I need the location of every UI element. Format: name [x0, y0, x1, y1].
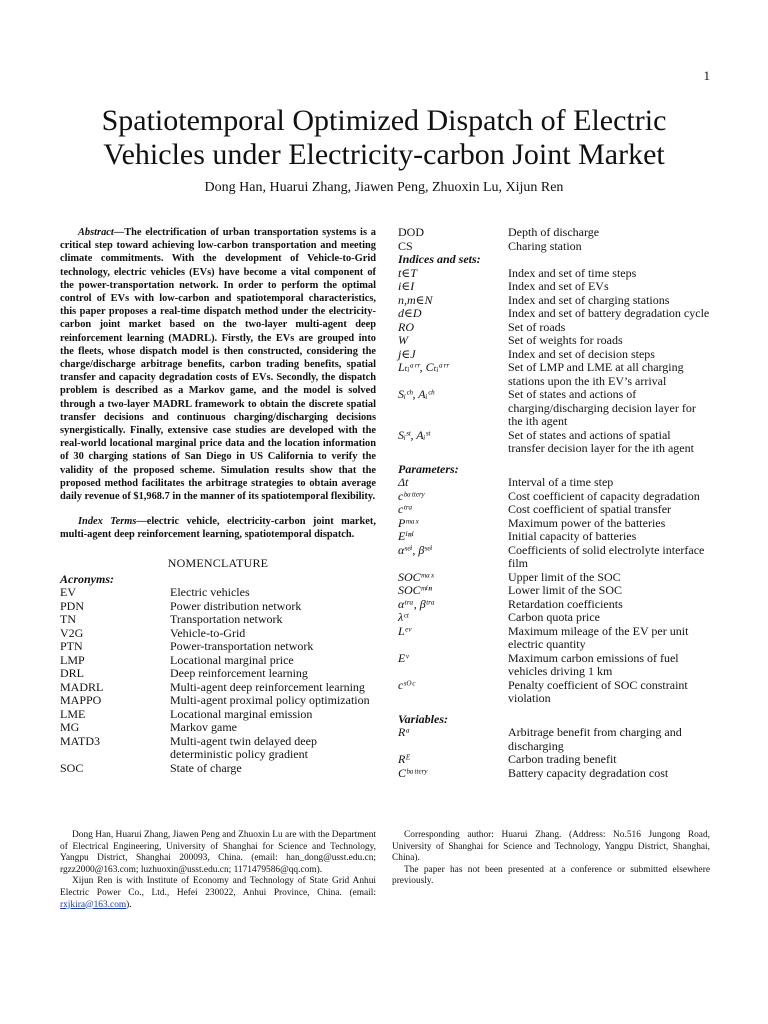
nomenclature-definition: Vehicle-to-Grid — [170, 625, 246, 640]
nomenclature-symbol: αᵗʳᵃ, βᵗʳᵃ — [398, 596, 436, 611]
nomenclature-symbol: cᵇᵃᵗᵗᵉʳʸ — [398, 488, 425, 503]
footnote-affiliation-2-text: Xijun Ren is with Institute of Economy and Technology of State Grid Anhui Electric Power Co., Ltd., Hefei 230022, Anhui Province, China. (email: — [60, 876, 376, 898]
email-link[interactable]: rxjkira@163.com — [60, 899, 127, 910]
abstract-text: —The electrification of urban transportation systems is a critical step toward achieving low-carbon transportation and meeting climate commitments. With the development of Vehicle-to-Grid technology, electric vehicles (EVs) have become a vital component of the power-transportation network. In order to perform the optimal control of EVs with low-carbon and spatiotemporal characteristics, this paper proposes a real-time dispatch method under the electricity-carbon joint market based on the two-layer multi-agent deep reinforcement learning (MADRL). Firstly, the EVs are grouped into the fleets, whose dispatch model is then constructed, considering the charge/discharge arbitrage benefits, carbon trading benefits, spatial transfer and capacity degradation costs of EVs. Secondly, the dispatch problem is described as a Markov game, and the model is solved through a two-layer MADRL framework to obtain the discrete spatial transfer decisions and continuous charging/discharging decisions synergistically. Finally, extensive case studies are developed with the real-world locational marginal price data and the location information of 30 charging stations of San Diego in US California to verify the validity of the proposed scheme. Simulation results show that the proposed method facilitates the arbitrage strategies to obtain average daily revenue of $1,968.7 in the manner of its spatiotemporal flexibility. — [60, 227, 376, 503]
nomenclature-row — [60, 613, 376, 627]
nomenclature-symbol: αˢᵉⁱ, βˢᵉⁱ — [398, 542, 433, 557]
nomenclature-definition: State of charge — [170, 760, 242, 775]
variables-body — [398, 726, 710, 780]
nomenclature-definition: Retardation coefficients — [508, 596, 623, 611]
nomenclature-definition: Carbon quota price — [508, 610, 600, 624]
nomenclature-symbol: Lₜᵢᵃʳʳ, Cₜᵢᵃʳʳ — [398, 360, 449, 374]
nomenclature-row — [60, 708, 376, 722]
title-line-2: Vehicles under Electricity-carbon Joint Market — [103, 138, 665, 171]
indices-table — [398, 267, 710, 456]
nomenclature-symbol: RO — [398, 319, 414, 334]
abstract-lead: Abstract — [78, 227, 114, 238]
nomenclature-symbol: n,m∈N — [398, 292, 433, 307]
parameters-body — [398, 476, 710, 706]
nomenclature-definition: Index and set of time steps — [508, 265, 637, 280]
footnote-affiliation-2 — [60, 876, 376, 911]
nomenclature-definition: Multi-agent deep reinforcement learning — [170, 679, 365, 694]
nomenclature-row — [398, 476, 710, 490]
nomenclature-definition: Cost coefficient of capacity degradation — [508, 488, 700, 503]
nomenclature-definition: Interval of a time step — [508, 475, 614, 489]
nomenclature-symbol: SOC — [60, 760, 84, 775]
nomenclature-definition: Upper limit of the SOC — [508, 569, 621, 584]
index-terms — [60, 515, 376, 541]
abstract — [60, 226, 376, 503]
index-terms-text: —electric vehicle, electricity-carbon joint market, multi-agent deep reinforcement learning, spatiotemporal dispatch. — [60, 516, 376, 541]
nomenclature-symbol: Eᵛ — [398, 650, 409, 665]
nomenclature-symbol: d∈D — [398, 306, 422, 320]
nomenclature-definition: Set of roads — [508, 319, 566, 334]
nomenclature-row — [60, 681, 376, 695]
nomenclature-row — [398, 240, 710, 254]
nomenclature-row — [398, 429, 710, 456]
footnotes-left — [60, 830, 376, 911]
nomenclature-row — [398, 571, 710, 585]
nomenclature-row — [398, 294, 710, 308]
nomenclature-definition: Arbitrage benefit from charging and discharging — [508, 725, 682, 753]
acronyms-cont-table — [398, 226, 710, 253]
nomenclature-definition: Set of weights for roads — [508, 333, 623, 347]
nomenclature-row — [398, 503, 710, 517]
nomenclature-symbol: Pᵐᵃˣ — [398, 515, 419, 530]
nomenclature-symbol: SOCᵐᵃˣ — [398, 569, 434, 584]
nomenclature-definition: Index and set of decision steps — [508, 346, 655, 361]
nomenclature-symbol: Sᵢˢᵗ, Aᵢˢᵗ — [398, 427, 431, 442]
nomenclature-definition: Set of states and actions of spatial transfer decision layer for the ith agent — [508, 427, 694, 455]
nomenclature-row — [60, 586, 376, 600]
nomenclature-symbol: DRL — [60, 666, 84, 681]
nomenclature-row — [60, 600, 376, 614]
footnote-not-presented: The paper has not been presented at a conference or submitted elsewhere previously. — [392, 864, 710, 887]
nomenclature-row — [398, 530, 710, 544]
page-number: 1 — [703, 68, 710, 83]
nomenclature-symbol: λᶜᵗ — [398, 610, 409, 624]
acronyms-cont-body — [398, 226, 710, 253]
acronyms-table — [60, 586, 376, 775]
nomenclature-definition: Index and set of charging stations — [508, 292, 670, 307]
nomenclature-definition: Transportation network — [170, 612, 283, 627]
nomenclature-row — [398, 348, 710, 362]
left-column — [60, 226, 376, 775]
nomenclature-row — [398, 544, 710, 571]
nomenclature-row — [60, 627, 376, 641]
indices-body — [398, 267, 710, 456]
nomenclature-row — [60, 640, 376, 654]
nomenclature-definition: Multi-agent twin delayed deep deterministic policy gradient — [170, 733, 317, 762]
nomenclature-symbol: Sᵢᶜʰ, Aᵢᶜʰ — [398, 387, 435, 401]
nomenclature-symbol: W — [398, 333, 408, 347]
nomenclature-symbol: Eⁱⁿⁱ — [398, 529, 414, 543]
footnote-affiliation-1: Dong Han, Huarui Zhang, Jiawen Peng and Zhuoxin Lu are with the Department of Electrical Engineering, University of Shanghai for Science and Technology, Yangpu District, Shanghai 200093, China. (email: han_dong@usst.edu.cn; rgzz2000@163.com; luzhuoxin@usst.edu.cn; 1171479586@qq.com). — [60, 830, 376, 875]
nomenclature-heading: NOMENCLATURE — [167, 555, 269, 570]
nomenclature-row — [398, 726, 710, 753]
nomenclature-symbol: MAPPO — [60, 693, 102, 708]
nomenclature-row — [398, 679, 710, 706]
nomenclature-row — [398, 767, 710, 781]
footnotes-right — [392, 830, 710, 888]
indices-label: Indices and sets: — [398, 252, 481, 266]
nomenclature-row — [398, 652, 710, 679]
nomenclature-row — [60, 654, 376, 668]
nomenclature-definition: Deep reinforcement learning — [170, 666, 308, 681]
nomenclature-symbol: MATD3 — [60, 733, 101, 748]
nomenclature-symbol: Δt — [398, 475, 409, 489]
nomenclature-definition: Lower limit of the SOC — [508, 583, 622, 597]
nomenclature-definition: Maximum carbon emissions of fuel vehicles driving 1 km — [508, 650, 679, 678]
index-terms-lead: Index Terms — [78, 516, 137, 528]
nomenclature-row — [398, 307, 710, 321]
nomenclature-definition: Set of LMP and LME at all charging stations upon the ith EV’s arrival — [508, 360, 684, 388]
nomenclature-row — [398, 280, 710, 294]
nomenclature-row — [60, 721, 376, 735]
paper-title — [60, 104, 708, 172]
nomenclature-row — [398, 625, 710, 652]
nomenclature-row — [398, 598, 710, 612]
nomenclature-symbol: Cᵇᵃᵗᵗᵉʳʸ — [398, 765, 427, 780]
nomenclature-row — [398, 388, 710, 429]
nomenclature-row — [398, 334, 710, 348]
nomenclature-definition: Multi-agent proximal policy optimization — [170, 693, 370, 708]
nomenclature-symbol: PDN — [60, 598, 85, 613]
nomenclature-row — [60, 667, 376, 681]
nomenclature-symbol: TN — [60, 612, 76, 627]
nomenclature-symbol: V2G — [60, 625, 84, 640]
nomenclature-symbol: PTN — [60, 639, 83, 654]
nomenclature-symbol: MG — [60, 720, 80, 735]
nomenclature-definition: Power-transportation network — [170, 639, 314, 654]
nomenclature-symbol: LMP — [60, 652, 85, 667]
nomenclature-row — [398, 517, 710, 531]
variables-table — [398, 726, 710, 780]
nomenclature-definition: Set of states and actions of charging/discharging decision layer for the ith agent — [508, 387, 696, 428]
nomenclature-symbol: Rᴱ — [398, 752, 411, 766]
nomenclature-symbol: t∈T — [398, 265, 417, 280]
nomenclature-symbol: j∈J — [398, 346, 416, 361]
nomenclature-symbol: Rᵃ — [398, 725, 411, 739]
author-list: Dong Han, Huarui Zhang, Jiawen Peng, Zhuoxin Lu, Xijun Ren — [204, 180, 564, 195]
nomenclature-symbol: Lᵉᵛ — [398, 623, 412, 638]
nomenclature-symbol: LME — [60, 706, 86, 721]
nomenclature-definition: Electric vehicles — [170, 585, 250, 600]
nomenclature-symbol: cᵗʳᵃ — [398, 502, 413, 516]
nomenclature-symbol: i∈I — [398, 279, 415, 293]
nomenclature-row — [398, 584, 710, 598]
nomenclature-row — [60, 735, 376, 762]
nomenclature-definition: Battery capacity degradation cost — [508, 765, 669, 780]
parameters-label: Parameters: — [398, 461, 459, 476]
nomenclature-definition: Carbon trading benefit — [508, 752, 617, 766]
nomenclature-definition: Cost coefficient of spatial transfer — [508, 502, 672, 516]
nomenclature-definition: Markov game — [170, 720, 237, 735]
nomenclature-symbol: CS — [398, 238, 413, 253]
nomenclature-definition: Penalty coefficient of SOC constraint violation — [508, 677, 688, 705]
nomenclature-symbol: EV — [60, 585, 76, 600]
footnote-corresponding-author: Corresponding author: Huarui Zhang. (Address: No.516 Jungong Road, University of Shanghai for Science and Technology, Yangpu District, Shanghai, China). — [392, 830, 710, 864]
nomenclature-definition: Locational marginal price — [170, 652, 294, 667]
nomenclature-symbol: SOCᵐⁱⁿ — [398, 583, 432, 597]
nomenclature-definition: Initial capacity of batteries — [508, 529, 637, 543]
acronyms-label: Acronyms: — [60, 571, 114, 586]
footnote-affiliation-2-end: ). — [126, 899, 132, 910]
nomenclature-definition: Depth of discharge — [508, 225, 600, 239]
nomenclature-row — [398, 490, 710, 504]
variables-label: Variables: — [398, 711, 449, 726]
nomenclature-definition: Index and set of EVs — [508, 279, 609, 293]
nomenclature-row — [398, 361, 710, 388]
nomenclature-definition: Locational marginal emission — [170, 706, 313, 721]
nomenclature-row — [398, 611, 710, 625]
nomenclature-row — [398, 753, 710, 767]
nomenclature-symbol: DOD — [398, 225, 424, 239]
nomenclature-row — [398, 226, 710, 240]
nomenclature-definition: Maximum power of the batteries — [508, 515, 666, 530]
nomenclature-row — [398, 267, 710, 281]
nomenclature-symbol: MADRL — [60, 679, 104, 694]
nomenclature-row — [398, 321, 710, 335]
nomenclature-row — [60, 694, 376, 708]
parameters-table — [398, 476, 710, 706]
nomenclature-definition: Index and set of battery degradation cycle — [508, 306, 710, 320]
nomenclature-symbol: cˢᴼᶜ — [398, 677, 415, 692]
nomenclature-row — [60, 762, 376, 776]
nomenclature-definition: Power distribution network — [170, 598, 302, 613]
right-column — [398, 226, 710, 780]
title-line-1: Spatiotemporal Optimized Dispatch of Electric — [101, 104, 667, 137]
nomenclature-definition: Coefficients of solid electrolyte interface film — [508, 542, 705, 570]
acronyms-body — [60, 586, 376, 775]
nomenclature-definition: Maximum mileage of the EV per unit electric quantity — [508, 623, 689, 651]
nomenclature-definition: Charing station — [508, 238, 582, 253]
